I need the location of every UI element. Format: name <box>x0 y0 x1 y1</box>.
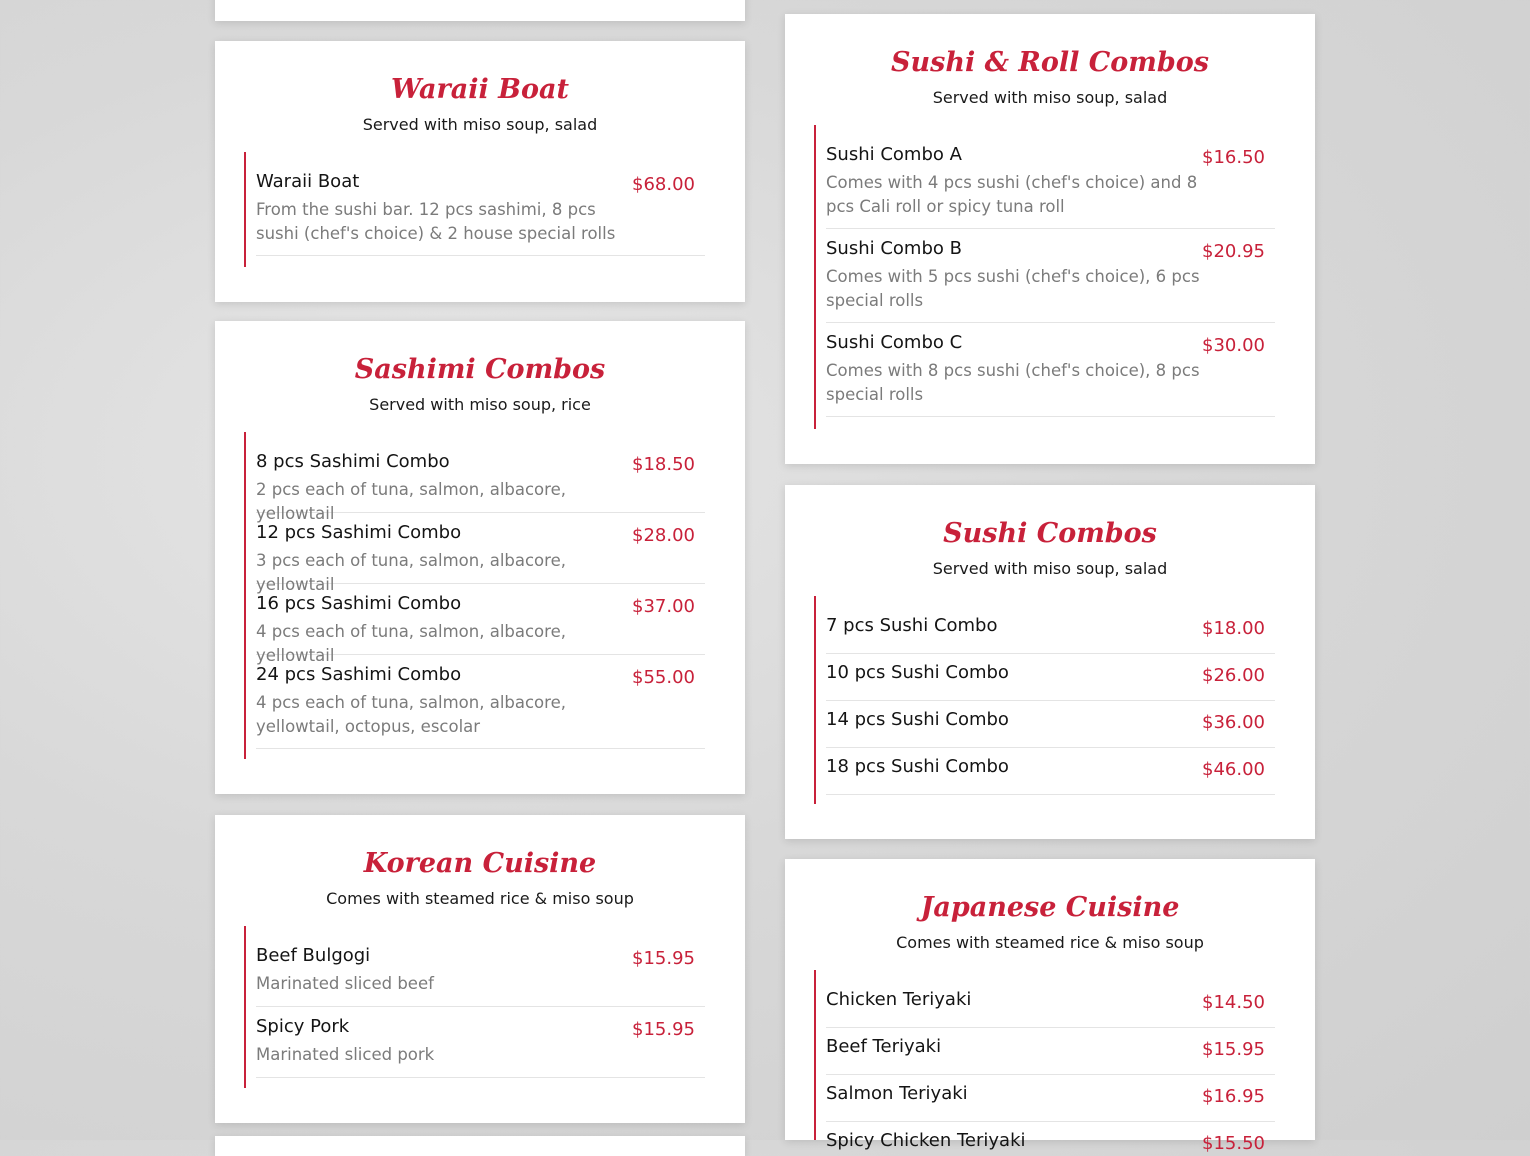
menu-items-list <box>814 125 1275 429</box>
item-description: From the sushi bar. 12 pcs sashimi, 8 pcs sushi (chef's choice) & 2 house special rolls <box>256 200 616 243</box>
menu-item[interactable] <box>256 170 705 256</box>
item-description: Comes with 4 pcs sushi (chef's choice) and 8 pcs Cali roll or spicy tuna roll <box>826 173 1198 216</box>
card-subtitle: Served with miso soup, rice <box>369 395 591 414</box>
item-name: 24 pcs Sashimi Combo <box>256 664 462 685</box>
menu-item[interactable] <box>826 1035 1275 1075</box>
item-name: Beef Teriyaki <box>826 1036 942 1057</box>
item-name: 7 pcs Sushi Combo <box>826 615 998 636</box>
item-name: Beef Bulgogi <box>256 945 371 966</box>
item-description: 2 pcs each of tuna, salmon, albacore, yellowtail <box>256 480 566 523</box>
menu-card-partial <box>215 0 745 21</box>
menu-card-partial <box>215 1136 745 1156</box>
menu-item[interactable] <box>826 331 1275 417</box>
item-description: Marinated sliced beef <box>256 974 434 993</box>
menu-item[interactable] <box>826 755 1275 795</box>
menu-card-japanese-cuisine <box>785 859 1315 1154</box>
menu-item[interactable] <box>826 143 1275 229</box>
item-description: 3 pcs each of tuna, salmon, albacore, yellowtail <box>256 551 566 594</box>
item-price: $20.95 <box>1202 241 1265 262</box>
item-name: 18 pcs Sushi Combo <box>826 756 1009 777</box>
menu-card-korean-cuisine <box>215 815 745 1123</box>
item-name: Waraii Boat <box>256 171 360 192</box>
menu-item[interactable] <box>826 237 1275 323</box>
menu-item[interactable] <box>826 708 1275 748</box>
card-subtitle: Served with miso soup, salad <box>362 115 598 134</box>
item-description: 4 pcs each of tuna, salmon, albacore, yellowtail <box>256 622 566 665</box>
card-subtitle: Served with miso soup, salad <box>932 559 1168 578</box>
menu-items-list <box>244 432 705 759</box>
menu-item[interactable] <box>826 988 1275 1028</box>
item-price: $14.50 <box>1202 992 1265 1013</box>
card-subtitle: Served with miso soup, salad <box>932 88 1168 107</box>
menu-item[interactable] <box>826 1129 1275 1154</box>
item-name: Salmon Teriyaki <box>826 1083 968 1104</box>
card-title: Sushi & Roll Combos <box>891 47 1209 78</box>
card-title: Sushi Combos <box>943 518 1157 549</box>
item-name: Sushi Combo A <box>826 144 962 165</box>
menu-item[interactable] <box>256 944 705 1007</box>
item-name: Sushi Combo B <box>826 238 962 259</box>
menu-items-list <box>244 152 705 267</box>
menu-item[interactable] <box>256 521 705 594</box>
menu-item[interactable] <box>256 1015 705 1078</box>
menu-card-sashimi-combos <box>215 321 745 794</box>
item-price: $15.50 <box>1202 1133 1265 1154</box>
item-price: $46.00 <box>1202 759 1265 780</box>
menu-item[interactable] <box>826 1082 1275 1122</box>
item-price: $15.95 <box>632 948 695 969</box>
item-price: $37.00 <box>632 596 695 617</box>
menu-item[interactable] <box>256 592 705 665</box>
card-subtitle: Comes with steamed rice & miso soup <box>326 889 634 908</box>
card-title: Japanese Cuisine <box>920 892 1180 923</box>
item-description: Comes with 8 pcs sushi (chef's choice), 8 pcs special rolls <box>826 361 1200 404</box>
item-price: $55.00 <box>632 667 695 688</box>
item-price: $15.95 <box>632 1019 695 1040</box>
item-name: Sushi Combo C <box>826 332 963 353</box>
item-name: 12 pcs Sashimi Combo <box>256 522 462 543</box>
item-price: $36.00 <box>1202 712 1265 733</box>
menu-card-sushi-roll-combos <box>785 14 1315 464</box>
item-name: 10 pcs Sushi Combo <box>826 662 1009 683</box>
card-title: Sashimi Combos <box>354 354 606 385</box>
item-price: $28.00 <box>632 525 695 546</box>
item-name: 8 pcs Sashimi Combo <box>256 451 450 472</box>
menu-items-list <box>814 970 1275 1154</box>
item-price: $68.00 <box>632 174 695 195</box>
menu-card-sushi-combos <box>785 485 1315 839</box>
item-name: 16 pcs Sashimi Combo <box>256 593 462 614</box>
item-price: $15.95 <box>1202 1039 1265 1060</box>
menu-item[interactable] <box>256 450 705 523</box>
menu-item[interactable] <box>826 614 1275 654</box>
card-title: Waraii Boat <box>391 74 569 105</box>
item-price: $18.00 <box>1202 618 1265 639</box>
item-name: Chicken Teriyaki <box>826 989 972 1010</box>
item-price: $18.50 <box>632 454 695 475</box>
item-price: $30.00 <box>1202 335 1265 356</box>
item-price: $16.50 <box>1202 147 1265 168</box>
menu-item[interactable] <box>826 661 1275 701</box>
item-price: $16.95 <box>1202 1086 1265 1107</box>
menu-items-list <box>244 926 705 1088</box>
item-name: Spicy Chicken Teriyaki <box>826 1130 1026 1151</box>
menu-items-list <box>814 596 1275 804</box>
item-description: Comes with 5 pcs sushi (chef's choice), 6 pcs special rolls <box>826 267 1200 310</box>
item-price: $26.00 <box>1202 665 1265 686</box>
card-subtitle: Comes with steamed rice & miso soup <box>896 933 1204 952</box>
card-title: Korean Cuisine <box>363 848 597 879</box>
menu-card-waraii-boat <box>215 41 745 302</box>
item-description: 4 pcs each of tuna, salmon, albacore, yellowtail, octopus, escolar <box>256 693 566 736</box>
menu-item[interactable] <box>256 663 705 749</box>
item-name: Spicy Pork <box>256 1016 350 1037</box>
item-name: 14 pcs Sushi Combo <box>826 709 1009 730</box>
item-description: Marinated sliced pork <box>256 1045 435 1064</box>
